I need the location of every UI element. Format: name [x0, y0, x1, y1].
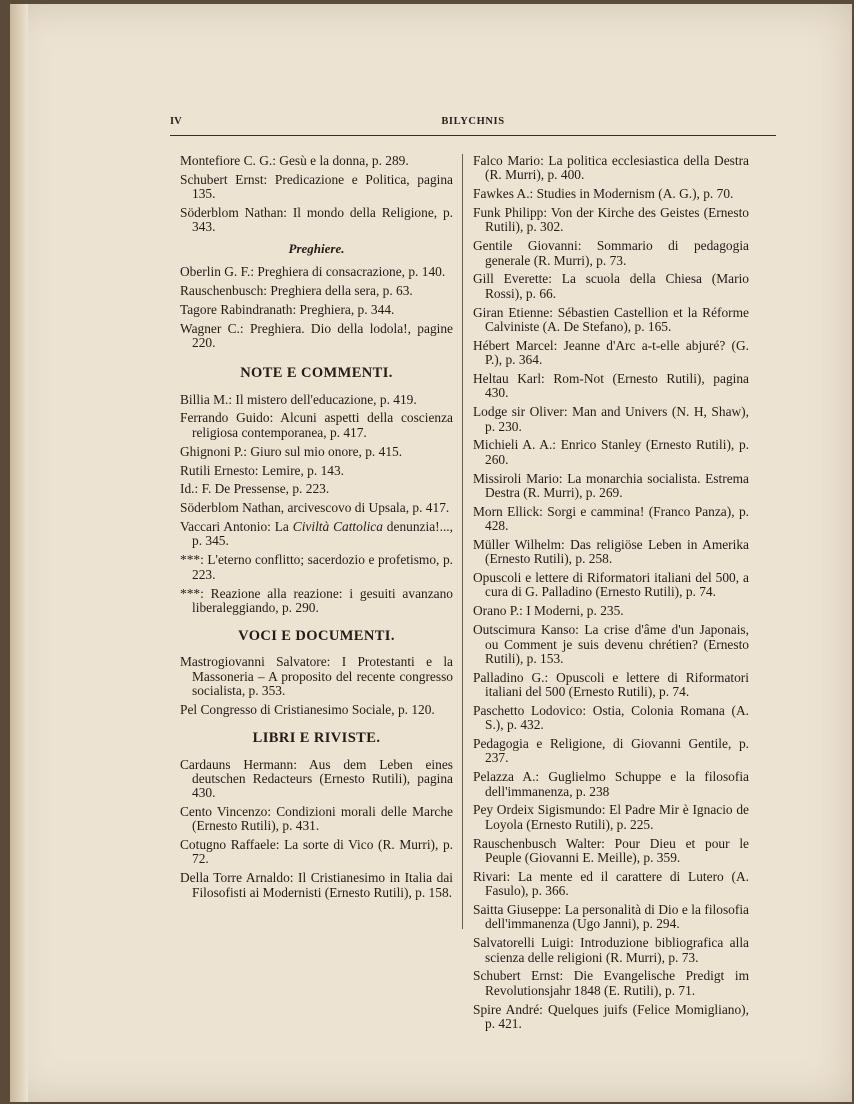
column-divider	[462, 154, 463, 929]
index-entry: Cento Vincenzo: Condizioni morali delle Marche (Ernesto Rutili), p. 431.	[180, 804, 453, 834]
index-entry: ***: L'eterno conflitto; sacerdozio e profetismo, p. 223.	[180, 552, 453, 582]
page-edge	[10, 4, 28, 1102]
index-entry: Lodge sir Oliver: Man and Univers (N. H, Shaw), p. 230.	[473, 404, 749, 434]
index-entry: Della Torre Arnaldo: Il Cristianesimo in Italia dai Filosofisti ai Modernisti (Ernesto Rutili), p. 158.	[180, 870, 453, 900]
index-entry: Cotugno Raffaele: La sorte di Vico (R. Murri), p. 72.	[180, 837, 453, 867]
index-entry: Ghignoni P.: Giuro sul mio onore, p. 415.	[180, 443, 403, 459]
page-number: IV	[170, 116, 182, 127]
index-entry: Giran Etienne: Sébastien Castellion et la Réforme Calviniste (A. De Stefano), p. 165.	[473, 304, 749, 334]
index-entry: Rivari: La mente ed il carattere di Lutero (A. Fasulo), p. 366.	[473, 868, 749, 899]
index-entry: Orano P.: I Moderni, p. 235.	[473, 603, 624, 619]
index-entry: Billia M.: Il mistero dell'educazione, p. 419.	[180, 391, 417, 407]
index-entry: Müller Wilhelm: Das religiöse Leben in Amerika (Ernesto Rutili), p. 258.	[473, 536, 749, 567]
subsection-heading: Preghiere.	[288, 240, 345, 256]
index-entry: Pey Ordeix Sigismundo: El Padre Mir è Ignacio de Loyola (Ernesto Rutili), p. 225.	[473, 802, 749, 832]
index-entry: Schubert Ernst: Predicazione e Politica, pagina 135.	[180, 171, 453, 202]
running-title: BILYCHNIS	[441, 116, 505, 127]
index-entry: Rutili Ernesto: Lemire, p. 143.	[180, 462, 345, 478]
index-entry: Rauschenbusch Walter: Pour Dieu et pour le Peuple (Giovanni E. Meille), p. 359.	[473, 835, 749, 865]
entry-text: denunzia!..., p. 345.	[192, 519, 453, 549]
index-entry: Gentile Giovanni: Sommario di pedagogia generale (R. Murri), p. 73.	[473, 238, 749, 268]
index-entry: ***: Reazione alla reazione: i gesuiti avanzano liberaleggiando, p. 290.	[180, 585, 453, 615]
index-entry: Missiroli Mario: La monarchia socialista. Estrema Destra (R. Murri), p. 269.	[473, 470, 749, 500]
index-entry: Tagore Rabindranath: Preghiera, p. 344.	[180, 301, 395, 317]
index-entry: Montefiore C. G.: Gesù e la donna, p. 289.	[180, 153, 409, 168]
index-entry: Wagner C.: Preghiera. Dio della lodola!, pagine 220.	[180, 320, 453, 350]
index-entry: Pel Congresso di Cristianesimo Sociale, p. 120.	[180, 701, 435, 717]
index-entry: Hébert Marcel: Jeanne d'Arc a-t-elle abjuré? (G. P.), p. 364.	[473, 337, 749, 368]
index-entry: Spire André: Quelques juifs (Felice Momigliano), p. 421.	[473, 1001, 749, 1031]
index-entry: Outscimura Kanso: La crise d'âme d'un Japonais, ou Comment je suis devenu chrétien? (Ernesto Rutili), p. 153.	[473, 622, 749, 666]
index-entry: Mastrogiovanni Salvatore: I Protestanti e la Massoneria – A proposito del recente congresso socialista, p. 353.	[180, 654, 453, 699]
header-rule	[170, 135, 776, 136]
index-entry: Schubert Ernst: Die Evangelische Predigt im Revolutionsjahr 1848 (E. Rutili), p. 71.	[473, 968, 749, 998]
index-entry: Id.: F. De Pressense, p. 223.	[180, 481, 330, 497]
index-entry: Palladino G.: Opuscoli e lettere di Riformatori italiani del 500 (Ernesto Rutili), p. 74.	[473, 669, 749, 699]
entry-text: Vaccari Antonio: La	[180, 519, 293, 535]
section-heading: LIBRI E RIVISTE.	[252, 730, 381, 747]
index-entry: Rauschenbusch: Preghiera della sera, p. 63.	[180, 282, 413, 298]
document-page	[10, 4, 852, 1102]
index-entry: Saitta Giuseppe: La personalità di Dio e la filosofia dell'immanenza (Ugo Janni), p. 294.	[473, 902, 749, 932]
index-entry: Heltau Karl: Rom-Not (Ernesto Rutili), pagina 430.	[473, 371, 749, 401]
index-entry: Morn Ellick: Sorgi e cammina! (Franco Panza), p. 428.	[473, 503, 749, 534]
index-entry	[180, 520, 453, 549]
entry-italic-title: Civiltà Cattolica	[292, 519, 383, 535]
index-entry: Söderblom Nathan, arcivescovo di Upsala, p. 417.	[180, 500, 450, 516]
index-entry: Fawkes A.: Studies in Modernism (A. G.), p. 70.	[473, 186, 734, 202]
page-header	[170, 116, 776, 134]
index-entry: Söderblom Nathan: Il mondo della Religione, p. 343.	[180, 205, 453, 235]
index-entry: Funk Philipp: Von der Kirche des Geistes (Ernesto Rutili), p. 302.	[473, 205, 749, 235]
index-entry: Pedagogia e Religione, di Giovanni Gentile, p. 237.	[473, 736, 749, 766]
index-entry: Ferrando Guido: Alcuni aspetti della coscienza religiosa contemporanea, p. 417.	[180, 410, 453, 440]
index-entry: Oberlin G. F.: Preghiera di consacrazione, p. 140.	[180, 263, 446, 279]
index-column-left	[180, 154, 453, 905]
section-heading: NOTE E COMMENTI.	[240, 365, 393, 382]
index-column-right	[473, 154, 749, 1036]
index-entry: Cardauns Hermann: Aus dem Leben eines deutschen Redacteurs (Ernesto Rutili), pagina 430.	[180, 756, 453, 801]
section-heading: VOCI E DOCUMENTI.	[238, 628, 395, 645]
index-entry: Michieli A. A.: Enrico Stanley (Ernesto Rutili), p. 260.	[473, 437, 749, 467]
index-entry: Gill Everette: La scuola della Chiesa (Mario Rossi), p. 66.	[473, 271, 749, 301]
index-entry: Opuscoli e lettere di Riformatori italiani del 500, a cura di G. Palladino (Ernesto Rutili), p. 74.	[473, 570, 749, 600]
index-entry: Salvatorelli Luigi: Introduzione bibliografica alla scienza delle religioni (R. Murri), p. 73.	[473, 935, 749, 965]
index-entry: Falco Mario: La politica ecclesiastica della Destra (R. Murri), p. 400.	[473, 153, 749, 183]
index-entry: Paschetto Lodovico: Ostia, Colonia Romana (A. S.), p. 432.	[473, 702, 749, 733]
index-entry: Pelazza A.: Guglielmo Schuppe e la filosofia dell'immanenza, p. 238	[473, 769, 749, 799]
